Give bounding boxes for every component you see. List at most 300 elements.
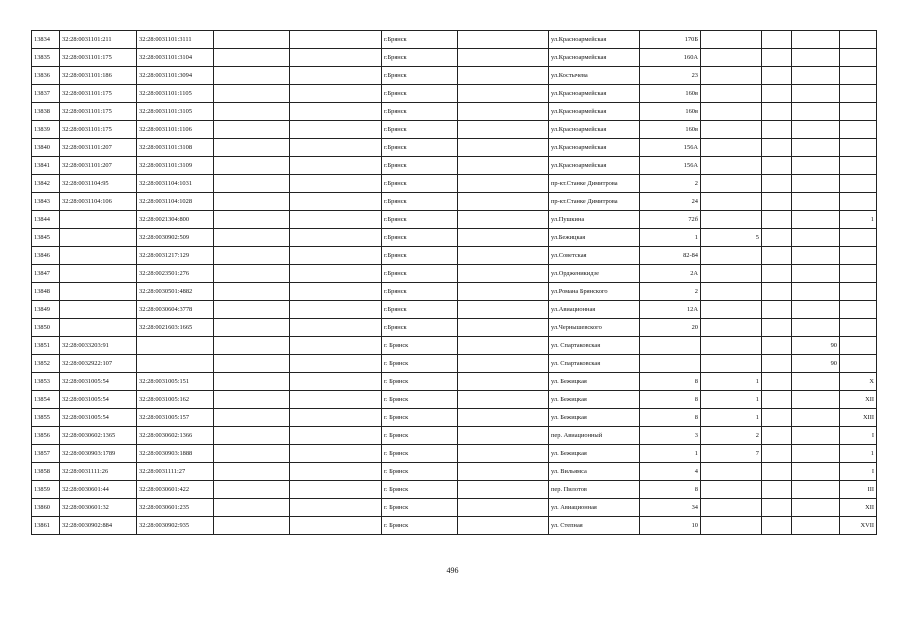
col-12-cell <box>792 175 840 193</box>
city-cell: г.Брянск <box>382 139 458 157</box>
premises-number-cell <box>840 121 877 139</box>
cadastral-object-cell: 32:28:0030604:3778 <box>137 301 214 319</box>
city-cell: г.Брянск <box>382 265 458 283</box>
premises-number-cell: XII <box>840 499 877 517</box>
cadastral-object-cell: 32:28:0031005:162 <box>137 391 214 409</box>
col-11-cell <box>762 67 792 85</box>
cadastral-object-cell: 32:28:0030601:422 <box>137 481 214 499</box>
record-number-cell: 13852 <box>32 355 60 373</box>
col-11-cell <box>762 229 792 247</box>
record-number-cell: 13835 <box>32 49 60 67</box>
house-number-cell: 24 <box>640 193 701 211</box>
col-7-cell <box>458 139 549 157</box>
col-4-cell <box>214 409 290 427</box>
col-4-cell <box>214 175 290 193</box>
table-row <box>32 67 877 85</box>
table-row <box>32 49 877 67</box>
cadastral-object-cell: 32:28:0030902:935 <box>137 517 214 535</box>
col-4-cell <box>214 445 290 463</box>
col-11-cell <box>762 193 792 211</box>
cadastral-parcel-cell: 32:28:0031101:175 <box>60 103 137 121</box>
table-row <box>32 121 877 139</box>
col-4-cell <box>214 85 290 103</box>
table-row <box>32 85 877 103</box>
col-12-cell <box>792 193 840 211</box>
premises-number-cell <box>840 337 877 355</box>
col-5-cell <box>290 463 382 481</box>
house-number-cell: 160в <box>640 85 701 103</box>
table-row <box>32 103 877 121</box>
col-12-cell <box>792 427 840 445</box>
col-12-cell <box>792 139 840 157</box>
table-row <box>32 193 877 211</box>
col-7-cell <box>458 193 549 211</box>
col-7-cell <box>458 355 549 373</box>
col-7-cell <box>458 517 549 535</box>
col-11-cell <box>762 103 792 121</box>
premises-number-cell <box>840 229 877 247</box>
table-row <box>32 283 877 301</box>
street-cell: ул.Авиационная <box>549 301 640 319</box>
building-number-cell <box>701 265 762 283</box>
col-5-cell <box>290 265 382 283</box>
col-5-cell <box>290 229 382 247</box>
col-12-cell <box>792 499 840 517</box>
premises-number-cell <box>840 283 877 301</box>
col-4-cell <box>214 211 290 229</box>
cadastral-parcel-cell: 32:28:0031104:106 <box>60 193 137 211</box>
col-4-cell <box>214 31 290 49</box>
col-12-cell <box>792 103 840 121</box>
cadastral-parcel-cell <box>60 265 137 283</box>
cadastral-parcel-cell <box>60 283 137 301</box>
col-4-cell <box>214 463 290 481</box>
cadastral-object-cell: 32:28:0031101:1105 <box>137 85 214 103</box>
col-4-cell <box>214 229 290 247</box>
building-number-cell <box>701 301 762 319</box>
record-number-cell: 13840 <box>32 139 60 157</box>
col-7-cell <box>458 31 549 49</box>
col-5-cell <box>290 175 382 193</box>
col-4-cell <box>214 67 290 85</box>
cadastral-object-cell: 32:28:0021304:800 <box>137 211 214 229</box>
city-cell: г.Брянск <box>382 49 458 67</box>
record-number-cell: 13857 <box>32 445 60 463</box>
table-row <box>32 391 877 409</box>
col-7-cell <box>458 391 549 409</box>
street-cell: ул.Красноармейская <box>549 49 640 67</box>
col-5-cell <box>290 103 382 121</box>
col-11-cell <box>762 265 792 283</box>
col-12-cell <box>792 265 840 283</box>
col-5-cell <box>290 517 382 535</box>
street-cell: ул. Спартаковская <box>549 355 640 373</box>
premises-number-cell <box>840 49 877 67</box>
premises-number-cell <box>840 193 877 211</box>
house-number-cell: 8 <box>640 391 701 409</box>
col-4-cell <box>214 355 290 373</box>
cadastral-object-cell: 32:28:0031104:1028 <box>137 193 214 211</box>
col-11-cell <box>762 319 792 337</box>
cadastral-object-cell: 32:28:0031101:3109 <box>137 157 214 175</box>
city-cell: г.Брянск <box>382 283 458 301</box>
house-number-cell: 1 <box>640 229 701 247</box>
table-row <box>32 499 877 517</box>
house-number-cell: 72б <box>640 211 701 229</box>
col-12-cell <box>792 121 840 139</box>
col-11-cell <box>762 31 792 49</box>
premises-number-cell: XVII <box>840 517 877 535</box>
premises-number-cell <box>840 247 877 265</box>
premises-number-cell <box>840 265 877 283</box>
street-cell: ул.Костычева <box>549 67 640 85</box>
col-4-cell <box>214 157 290 175</box>
table-row <box>32 157 877 175</box>
building-number-cell <box>701 283 762 301</box>
premises-number-cell: 1 <box>840 211 877 229</box>
col-7-cell <box>458 121 549 139</box>
table-row <box>32 247 877 265</box>
street-cell: ул.Красноармейская <box>549 85 640 103</box>
city-cell: г. Брянск <box>382 481 458 499</box>
city-cell: г.Брянск <box>382 229 458 247</box>
city-cell: г. Брянск <box>382 337 458 355</box>
col-12-cell <box>792 283 840 301</box>
street-cell: ул. Бежицкая <box>549 409 640 427</box>
cadastral-parcel-cell: 32:28:0033203:91 <box>60 337 137 355</box>
city-cell: г.Брянск <box>382 121 458 139</box>
col-5-cell <box>290 409 382 427</box>
street-cell: ул. Бежицкая <box>549 445 640 463</box>
house-number-cell <box>640 337 701 355</box>
col-5-cell <box>290 499 382 517</box>
house-number-cell <box>640 355 701 373</box>
building-number-cell <box>701 49 762 67</box>
page-number: 496 <box>446 566 459 575</box>
building-number-cell <box>701 319 762 337</box>
cadastral-parcel-cell: 32:28:0030602:1365 <box>60 427 137 445</box>
record-number-cell: 13853 <box>32 373 60 391</box>
cadastral-parcel-cell: 32:28:0031101:207 <box>60 157 137 175</box>
register-table-body <box>32 31 877 535</box>
city-cell: г.Брянск <box>382 31 458 49</box>
col-11-cell <box>762 211 792 229</box>
col-7-cell <box>458 283 549 301</box>
table-row <box>32 211 877 229</box>
street-cell: ул.Красноармейская <box>549 139 640 157</box>
cadastral-parcel-cell <box>60 247 137 265</box>
street-cell: ул. Степная <box>549 517 640 535</box>
col-5-cell <box>290 139 382 157</box>
cadastral-object-cell: 32:28:0031111:27 <box>137 463 214 481</box>
col-4-cell <box>214 49 290 67</box>
table-row <box>32 301 877 319</box>
building-number-cell: 7 <box>701 445 762 463</box>
street-cell: ул. Вильямса <box>549 463 640 481</box>
table-row <box>32 409 877 427</box>
col-7-cell <box>458 445 549 463</box>
cadastral-parcel-cell: 32:28:0031101:186 <box>60 67 137 85</box>
building-number-cell: 5 <box>701 229 762 247</box>
cadastral-parcel-cell <box>60 301 137 319</box>
building-number-cell <box>701 337 762 355</box>
table-row <box>32 31 877 49</box>
table-row <box>32 481 877 499</box>
col-7-cell <box>458 67 549 85</box>
cadastral-object-cell: 32:28:0030501:4882 <box>137 283 214 301</box>
col-11-cell <box>762 139 792 157</box>
building-number-cell <box>701 85 762 103</box>
col-12-cell <box>792 481 840 499</box>
building-number-cell: 1 <box>701 409 762 427</box>
col-12-cell <box>792 67 840 85</box>
col-11-cell <box>762 175 792 193</box>
col-5-cell <box>290 445 382 463</box>
street-cell: ул.Красноармейская <box>549 103 640 121</box>
col-11-cell <box>762 481 792 499</box>
record-number-cell: 13850 <box>32 319 60 337</box>
house-number-cell: 2 <box>640 175 701 193</box>
premises-number-cell <box>840 157 877 175</box>
col-4-cell <box>214 247 290 265</box>
cadastral-parcel-cell: 32:28:0030601:44 <box>60 481 137 499</box>
building-number-cell: 1 <box>701 391 762 409</box>
house-number-cell: 10 <box>640 517 701 535</box>
cadastral-parcel-cell: 32:28:0032922:107 <box>60 355 137 373</box>
building-number-cell <box>701 121 762 139</box>
col-5-cell <box>290 337 382 355</box>
col-11-cell <box>762 409 792 427</box>
col-5-cell <box>290 49 382 67</box>
col-12-cell <box>792 517 840 535</box>
col-12-cell <box>792 445 840 463</box>
col-7-cell <box>458 319 549 337</box>
table-row <box>32 319 877 337</box>
city-cell: г. Брянск <box>382 391 458 409</box>
col-5-cell <box>290 481 382 499</box>
record-number-cell: 13848 <box>32 283 60 301</box>
cadastral-object-cell: 32:28:0031101:3111 <box>137 31 214 49</box>
city-cell: г. Брянск <box>382 427 458 445</box>
cadastral-object-cell: 32:28:0031005:151 <box>137 373 214 391</box>
cadastral-object-cell: 32:28:0030903:1888 <box>137 445 214 463</box>
cadastral-object-cell: 32:28:0023501:276 <box>137 265 214 283</box>
col-5-cell <box>290 85 382 103</box>
street-cell: ул.Советская <box>549 247 640 265</box>
city-cell: г.Брянск <box>382 301 458 319</box>
col-4-cell <box>214 337 290 355</box>
house-number-cell: 160в <box>640 121 701 139</box>
house-number-cell: 8 <box>640 481 701 499</box>
city-cell: г. Брянск <box>382 517 458 535</box>
street-cell: ул. Бежицкая <box>549 373 640 391</box>
col-12-cell <box>792 85 840 103</box>
street-cell: ул.Красноармейская <box>549 157 640 175</box>
city-cell: г. Брянск <box>382 409 458 427</box>
street-cell: ул.Романа Брянского <box>549 283 640 301</box>
col-4-cell <box>214 427 290 445</box>
col-4-cell <box>214 301 290 319</box>
record-number-cell: 13844 <box>32 211 60 229</box>
cadastral-parcel-cell: 32:28:0031005:54 <box>60 373 137 391</box>
city-cell: г. Брянск <box>382 355 458 373</box>
record-number-cell: 13851 <box>32 337 60 355</box>
cadastral-parcel-cell: 32:28:0031101:207 <box>60 139 137 157</box>
city-cell: г.Брянск <box>382 193 458 211</box>
house-number-cell: 20 <box>640 319 701 337</box>
table-row <box>32 427 877 445</box>
col-11-cell <box>762 49 792 67</box>
city-cell: г. Брянск <box>382 373 458 391</box>
building-number-cell <box>701 193 762 211</box>
premises-number-cell: X <box>840 373 877 391</box>
col-5-cell <box>290 157 382 175</box>
premises-number-cell <box>840 175 877 193</box>
col-12-cell <box>792 157 840 175</box>
col-7-cell <box>458 229 549 247</box>
col-12-cell <box>792 391 840 409</box>
street-cell: ул.Ордженикидзе <box>549 265 640 283</box>
house-number-cell: 156А <box>640 139 701 157</box>
col-5-cell <box>290 193 382 211</box>
record-number-cell: 13836 <box>32 67 60 85</box>
record-number-cell: 13849 <box>32 301 60 319</box>
street-cell: ул.Красноармейская <box>549 31 640 49</box>
street-cell: пр-кт.Станке Димитрова <box>549 193 640 211</box>
record-number-cell: 13845 <box>32 229 60 247</box>
col-7-cell <box>458 373 549 391</box>
cadastral-object-cell: 32:28:0031101:3094 <box>137 67 214 85</box>
street-cell: ул.Чернышевского <box>549 319 640 337</box>
house-number-cell: 82-84 <box>640 247 701 265</box>
house-number-cell: 12А <box>640 301 701 319</box>
city-cell: г.Брянск <box>382 247 458 265</box>
col-11-cell <box>762 391 792 409</box>
col-4-cell <box>214 517 290 535</box>
street-cell: ул. Спартаковская <box>549 337 640 355</box>
cadastral-parcel-cell: 32:28:0031101:175 <box>60 121 137 139</box>
table-row <box>32 229 877 247</box>
cadastral-object-cell: 32:28:0031005:157 <box>137 409 214 427</box>
col-12-cell <box>792 373 840 391</box>
house-number-cell: 1 <box>640 445 701 463</box>
premises-number-cell <box>840 355 877 373</box>
premises-number-cell: 1 <box>840 445 877 463</box>
col-5-cell <box>290 319 382 337</box>
house-number-cell: 160А <box>640 49 701 67</box>
building-number-cell <box>701 103 762 121</box>
col-5-cell <box>290 247 382 265</box>
premises-number-cell: XII <box>840 391 877 409</box>
col-4-cell <box>214 121 290 139</box>
building-number-cell <box>701 67 762 85</box>
col-5-cell <box>290 121 382 139</box>
building-number-cell <box>701 517 762 535</box>
premises-number-cell <box>840 85 877 103</box>
cadastral-object-cell: 32:28:0030602:1366 <box>137 427 214 445</box>
col-7-cell <box>458 211 549 229</box>
street-cell: пер. Пилотов <box>549 481 640 499</box>
street-cell: пр-кт.Станке Димитрова <box>549 175 640 193</box>
col-11-cell <box>762 337 792 355</box>
col-4-cell <box>214 283 290 301</box>
cadastral-object-cell: 32:28:0030601:235 <box>137 499 214 517</box>
col-5-cell <box>290 355 382 373</box>
cadastral-parcel-cell: 32:28:0031101:211 <box>60 31 137 49</box>
city-cell: г. Брянск <box>382 445 458 463</box>
cadastral-object-cell: 32:28:0031101:1106 <box>137 121 214 139</box>
house-number-cell: 160в <box>640 103 701 121</box>
cadastral-parcel-cell <box>60 211 137 229</box>
building-number-cell: 1 <box>701 373 762 391</box>
table-row <box>32 355 877 373</box>
house-number-cell: 2 <box>640 283 701 301</box>
col-11-cell <box>762 283 792 301</box>
col-7-cell <box>458 481 549 499</box>
cadastral-parcel-cell: 32:28:0031111:26 <box>60 463 137 481</box>
building-number-cell <box>701 31 762 49</box>
building-number-cell <box>701 355 762 373</box>
col-11-cell <box>762 121 792 139</box>
table-row <box>32 445 877 463</box>
cadastral-parcel-cell <box>60 319 137 337</box>
record-number-cell: 13838 <box>32 103 60 121</box>
record-number-cell: 13858 <box>32 463 60 481</box>
col-5-cell <box>290 427 382 445</box>
house-number-cell: 8 <box>640 373 701 391</box>
house-number-cell: 34 <box>640 499 701 517</box>
table-row <box>32 373 877 391</box>
col-12-cell: 90 <box>792 337 840 355</box>
col-12-cell: 90 <box>792 355 840 373</box>
city-cell: г. Брянск <box>382 499 458 517</box>
building-number-cell <box>701 211 762 229</box>
col-11-cell <box>762 373 792 391</box>
premises-number-cell <box>840 67 877 85</box>
record-number-cell: 13854 <box>32 391 60 409</box>
col-4-cell <box>214 103 290 121</box>
col-5-cell <box>290 301 382 319</box>
house-number-cell: 8 <box>640 409 701 427</box>
building-number-cell <box>701 157 762 175</box>
col-11-cell <box>762 499 792 517</box>
cadastral-object-cell: 32:28:0031104:1031 <box>137 175 214 193</box>
city-cell: г.Брянск <box>382 157 458 175</box>
record-number-cell: 13855 <box>32 409 60 427</box>
house-number-cell: 2А <box>640 265 701 283</box>
record-number-cell: 13837 <box>32 85 60 103</box>
col-4-cell <box>214 193 290 211</box>
col-4-cell <box>214 481 290 499</box>
building-number-cell: 2 <box>701 427 762 445</box>
premises-number-cell <box>840 139 877 157</box>
cadastral-parcel-cell: 32:28:0031005:54 <box>60 409 137 427</box>
cadastral-object-cell: 32:28:0031217:129 <box>137 247 214 265</box>
record-number-cell: 13834 <box>32 31 60 49</box>
col-7-cell <box>458 85 549 103</box>
table-row <box>32 517 877 535</box>
record-number-cell: 13841 <box>32 157 60 175</box>
house-number-cell: 170Б <box>640 31 701 49</box>
col-4-cell <box>214 319 290 337</box>
premises-number-cell <box>840 103 877 121</box>
record-number-cell: 13843 <box>32 193 60 211</box>
record-number-cell: 13842 <box>32 175 60 193</box>
col-12-cell <box>792 211 840 229</box>
cadastral-object-cell: 32:28:0031101:3104 <box>137 49 214 67</box>
col-11-cell <box>762 355 792 373</box>
street-cell: ул. Авиационная <box>549 499 640 517</box>
